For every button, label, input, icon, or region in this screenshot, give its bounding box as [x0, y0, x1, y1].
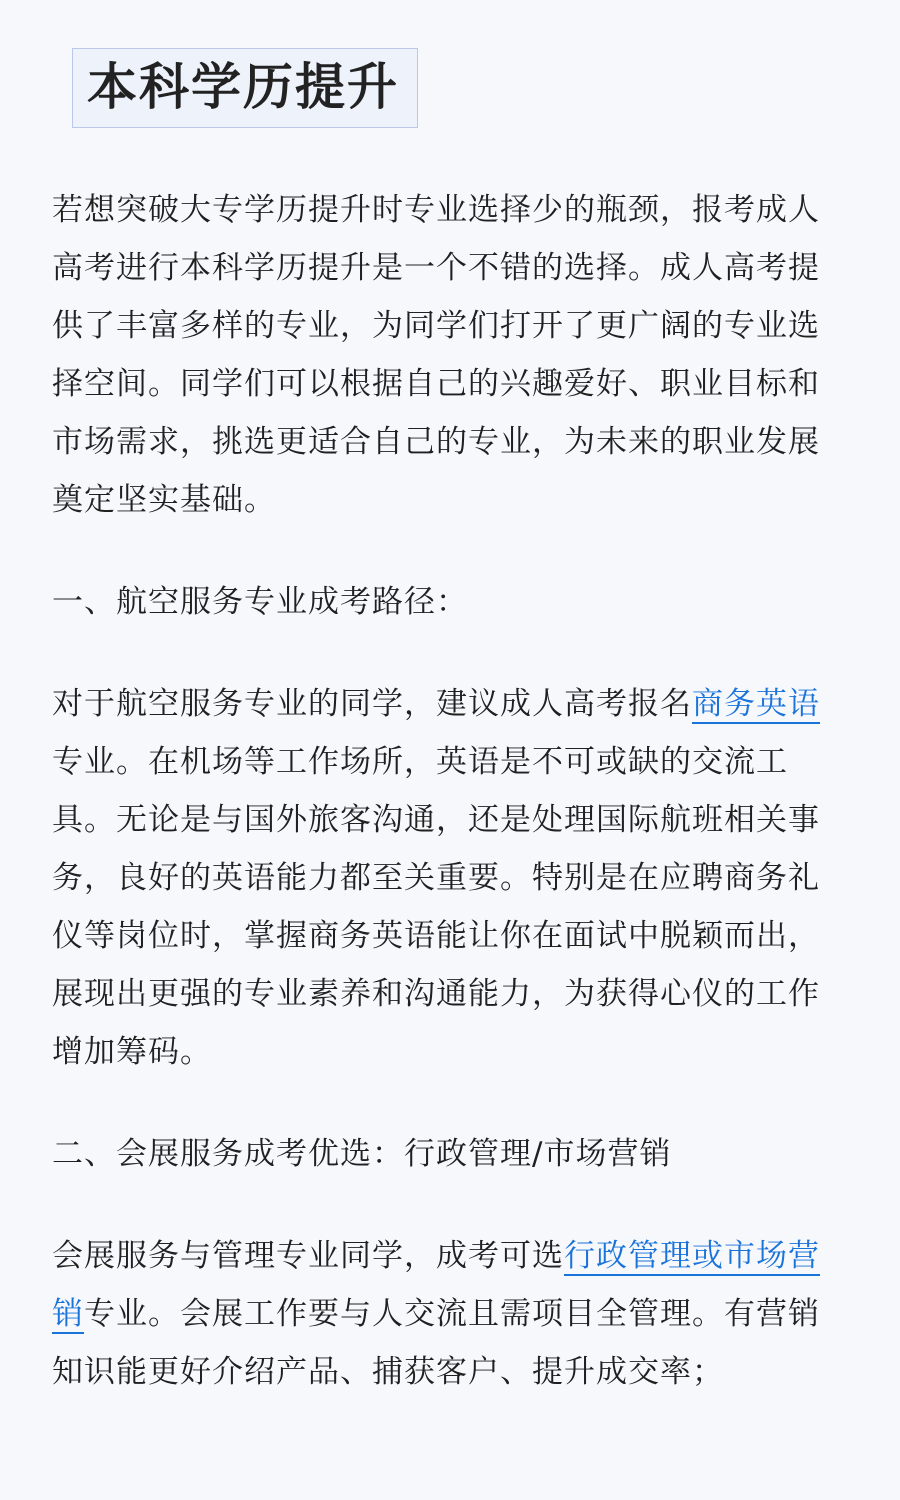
section2-text-after: 专业。会展工作要与人交流且需项目全管理。有营销知识能更好介绍产品、捕获客户、提升成交率；	[52, 1296, 820, 1390]
intro-paragraph: 若想突破大专学历提升时专业选择少的瓶颈，报考成人高考进行本科学历提升是一个不错的选择。成人高考提供了丰富多样的专业，为同学们打开了更广阔的专业选择空间。同学们可以根据自己的兴趣爱好、职业目标和市场需求，挑选更适合自己的专业，为未来的职业发展奠定坚实基础。	[52, 192, 820, 518]
business-english-link[interactable]: 商务英语	[692, 686, 820, 722]
heading-box	[72, 48, 418, 128]
section1-paragraph	[52, 675, 850, 1081]
page-title: 本科学历提升	[87, 58, 399, 116]
article	[52, 48, 850, 1401]
section2-title: 二、会展服务成考优选：行政管理/市场营销	[52, 1136, 672, 1172]
admin-marketing-link[interactable]: 行政管理或市场营销	[52, 1238, 820, 1332]
section1-text-after: 专业。在机场等工作场所，英语是不可或缺的交流工具。无论是与国外旅客沟通，还是处理国际航班相关事务，良好的英语能力都至关重要。特别是在应聘商务礼仪等岗位时，掌握商务英语能让你在面试中脱颖而出，展现出更强的专业素养和沟通能力，为获得心仪的工作增加筹码。	[52, 744, 820, 1070]
section1-title: 一、航空服务专业成考路径：	[52, 584, 468, 620]
section1-text-before: 对于航空服务专业的同学，建议成人高考报名	[52, 686, 692, 722]
section2-paragraph	[52, 1227, 850, 1401]
section2-text-before: 会展服务与管理专业同学，成考可选	[52, 1238, 564, 1274]
